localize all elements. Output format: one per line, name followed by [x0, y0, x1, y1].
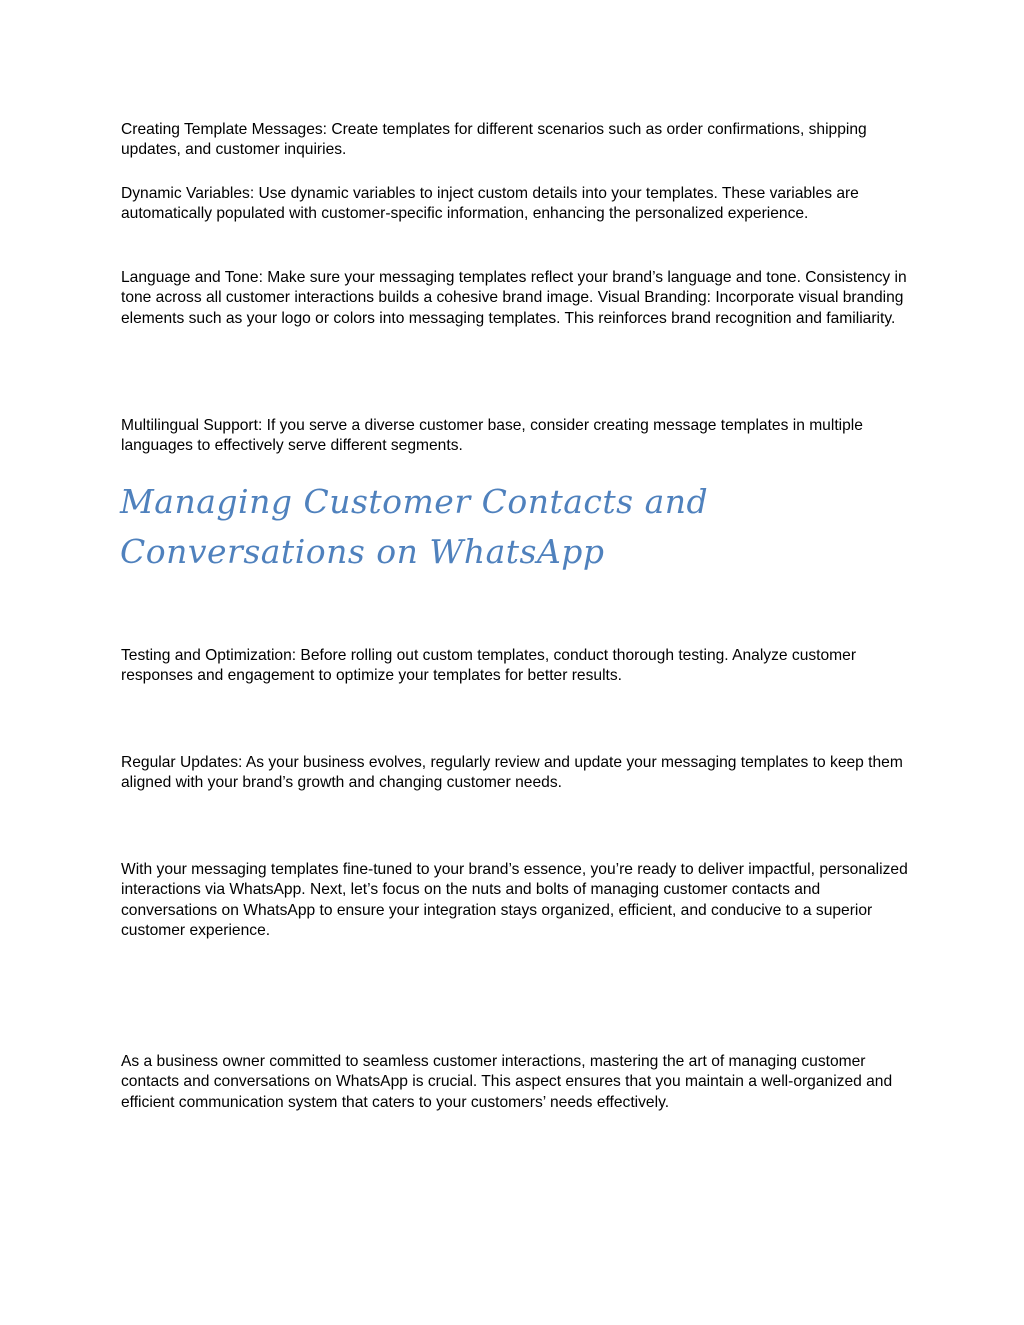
paragraph-multilingual-support: Multilingual Support: If you serve a diverse customer base, consider creating message templates in multiple languages to effectively serve different segments.: [121, 417, 863, 455]
paragraph-regular-updates: Regular Updates: As your business evolves, regularly review and update your messaging templates to keep them aligned with your brand’s growth and changing customer needs.: [121, 754, 903, 792]
paragraph-template-messages: Creating Template Messages: Create templates for different scenarios such as order confirmations, shipping updates, and customer inquiries.: [121, 121, 867, 159]
paragraph-language-tone: Language and Tone: Make sure your messaging templates reflect your brand’s language and tone. Consistency in tone across all customer interactions builds a cohesive brand image. Visual Branding: Incorporate visual branding elements such as your logo or colors into messaging templates. This reinforces brand recognition and familiarity.: [121, 269, 907, 327]
paragraph-testing-optimization: Testing and Optimization: Before rolling out custom templates, conduct thorough testing. Analyze customer responses and engagement to optimize your templates for better results.: [121, 647, 857, 685]
section-heading-line-1: Managing Customer Contacts and: [120, 482, 709, 521]
paragraph-messaging-fine-tuned: With your messaging templates fine-tuned to your brand’s essence, you’re ready to deliver impactful, personalized interactions via WhatsApp. Next, let’s focus on the nuts and bolts of managing customer contacts and conversations on WhatsApp to ensure your integration stays organized, efficient, and conducive to a superior customer experience.: [121, 861, 908, 939]
section-heading-line-2: Conversations on WhatsApp: [120, 532, 605, 571]
section-heading: [120, 477, 920, 577]
paragraph-dynamic-variables: Dynamic Variables: Use dynamic variables to inject custom details into your templates. These variables are automatically populated with customer-specific information, enhancing the personalized experience.: [121, 185, 859, 223]
paragraph-business-owner: As a business owner committed to seamless customer interactions, mastering the art of managing customer contacts and conversations on WhatsApp is crucial. This aspect ensures that you maintain a well-organized and efficient communication system that caters to your customers’ needs effectively.: [121, 1053, 893, 1111]
